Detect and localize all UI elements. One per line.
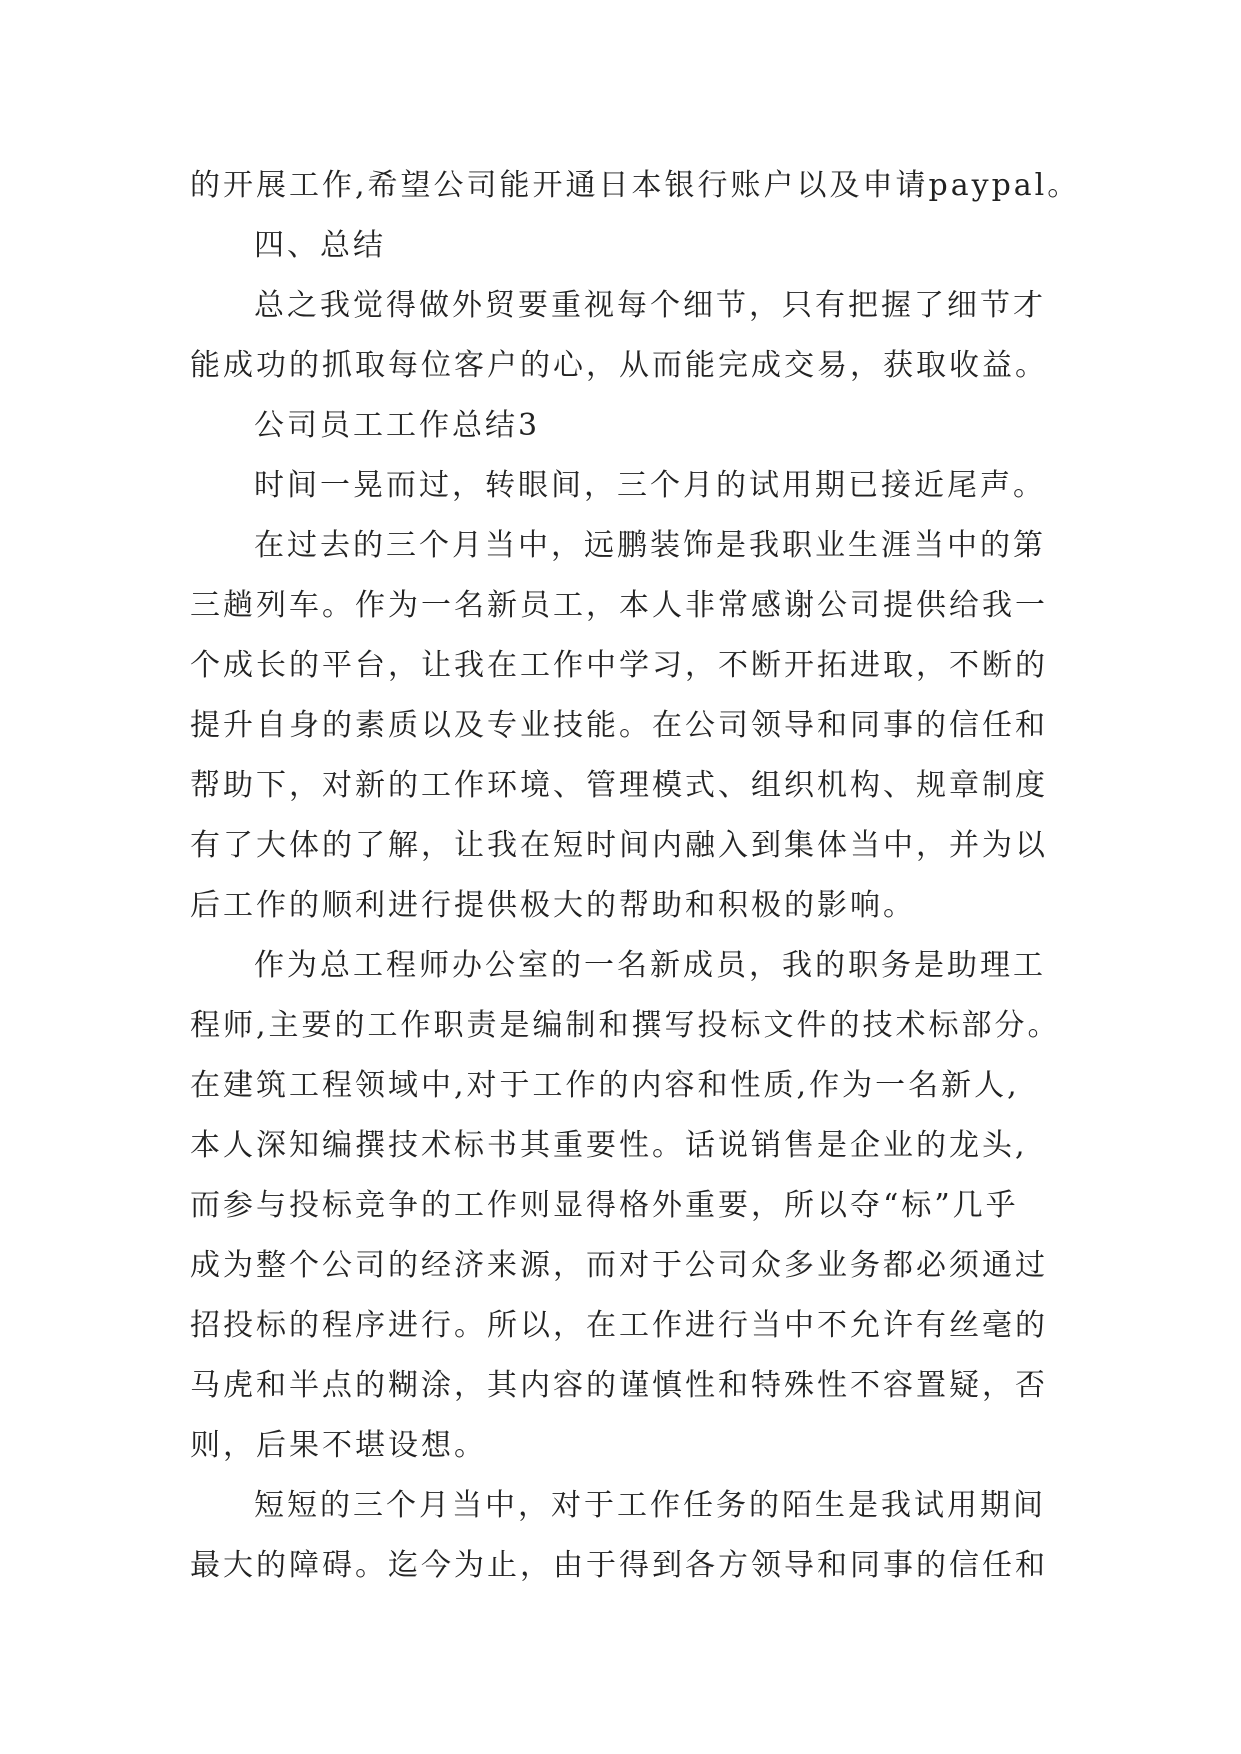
text-line: 在过去的三个月当中，远鹏装饰是我职业生涯当中的第 (254, 528, 1046, 563)
text-line: 则，后果不堪设想。 (190, 1428, 487, 1463)
text-line: 三趟列车。作为一名新员工，本人非常感谢公司提供给我一 (190, 588, 1048, 623)
text-line: 在建筑工程领域中,对于工作的内容和性质,作为一名新人, (190, 1068, 1020, 1103)
text-line: 成为整个公司的经济来源，而对于公司众多业务都必须通过 (190, 1248, 1048, 1283)
text-line: 总之我觉得做外贸要重视每个细节，只有把握了细节才 (254, 288, 1046, 323)
section-heading: 四、总结 (254, 228, 386, 263)
text-line: 程师,主要的工作职责是编制和撰写投标文件的技术标部分。 (190, 1008, 1061, 1043)
section-heading: 公司员工工作总结3 (254, 408, 541, 443)
text-line: 最大的障碍。迄今为止，由于得到各方领导和同事的信任和 (190, 1548, 1048, 1583)
text-line: 提升自身的素质以及专业技能。在公司领导和同事的信任和 (190, 708, 1048, 743)
text-line: 后工作的顺利进行提供极大的帮助和积极的影响。 (190, 888, 916, 923)
text-line: 的开展工作,希望公司能开通日本银行账户以及申请paypal。 (190, 168, 1081, 203)
text-line: 有了大体的了解，让我在短时间内融入到集体当中，并为以 (190, 828, 1048, 863)
text-line: 作为总工程师办公室的一名新成员，我的职务是助理工 (254, 948, 1046, 983)
text-line: 本人深知编撰技术标书其重要性。话说销售是企业的龙头, (190, 1128, 1028, 1163)
text-line: 招投标的程序进行。所以，在工作进行当中不允许有丝毫的 (190, 1308, 1048, 1343)
text-line: 能成功的抓取每位客户的心，从而能完成交易，获取收益。 (190, 348, 1048, 383)
text-line: 短短的三个月当中，对于工作任务的陌生是我试用期间 (254, 1488, 1046, 1523)
text-line: 个成长的平台，让我在工作中学习，不断开拓进取，不断的 (190, 648, 1048, 683)
text-line: 而参与投标竞争的工作则显得格外重要，所以夺“标”几乎 (190, 1188, 1019, 1223)
text-line: 马虎和半点的糊涂，其内容的谨慎性和特殊性不容置疑，否 (190, 1368, 1048, 1403)
text-line: 时间一晃而过，转眼间，三个月的试用期已接近尾声。 (254, 468, 1046, 503)
text-line: 帮助下，对新的工作环境、管理模式、组织机构、规章制度 (190, 768, 1048, 803)
